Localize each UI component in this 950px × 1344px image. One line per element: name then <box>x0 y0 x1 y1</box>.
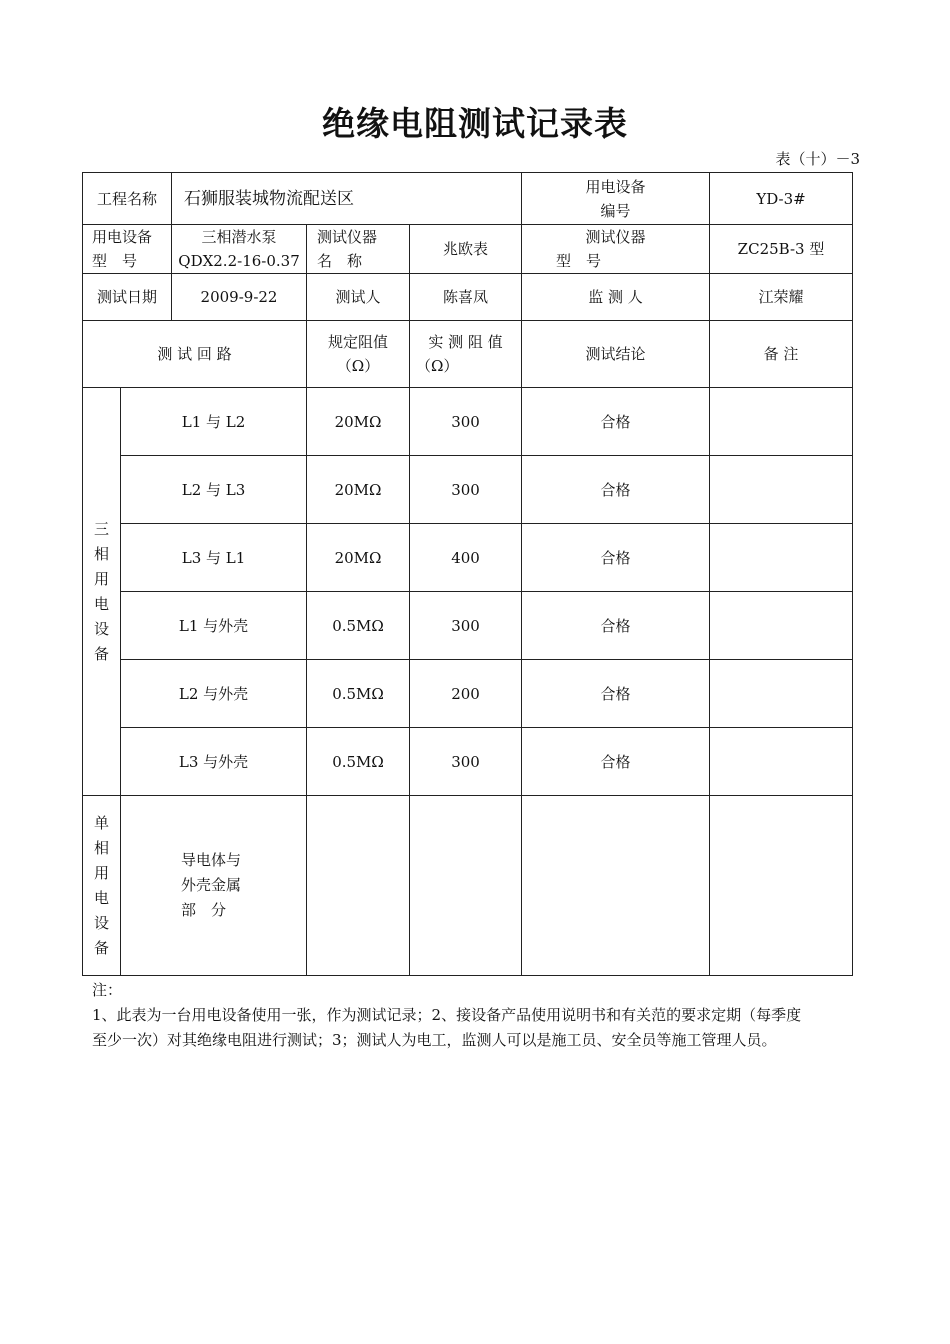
instrument-name-label: 测试仪器 名 称 <box>307 225 410 274</box>
remark-cell <box>710 592 853 660</box>
notes-line-1: 1、此表为一台用电设备使用一张，作为测试记录；2、接设备产品使用说明书和有关范的要求定期（每季度 <box>92 1006 802 1024</box>
spec-cell: 20MΩ <box>307 524 410 592</box>
remark-cell <box>710 456 853 524</box>
remark-cell <box>710 524 853 592</box>
circuit-cell: L1 与 L2 <box>121 388 307 456</box>
notes-section <box>92 978 862 1053</box>
col-measured-resistance: 实 测 阻 值 （Ω） <box>410 321 522 388</box>
conclusion-cell <box>522 796 710 976</box>
spec-cell: 0.5MΩ <box>307 660 410 728</box>
conclusion-cell: 合格 <box>522 660 710 728</box>
notes-line-2: 至少一次）对其绝缘电阻进行测试；3；测试人为电工，监测人可以是施工员、安全员等施工管理人员。 <box>92 1031 777 1049</box>
col-remark: 备 注 <box>710 321 853 388</box>
col-spec-resistance: 规定阻值 （Ω） <box>307 321 410 388</box>
instrument-model-label: 测试仪器 型 号 <box>522 225 710 274</box>
spec-cell: 0.5MΩ <box>307 592 410 660</box>
device-model-label: 用电设备 型 号 <box>83 225 172 274</box>
circuit-cell: L2 与外壳 <box>121 660 307 728</box>
table-row <box>83 660 853 728</box>
header-row-project <box>83 173 853 225</box>
spec-cell <box>307 796 410 976</box>
remark-cell <box>710 660 853 728</box>
single-phase-circuit: 导电体与 外壳金属 部 分 <box>121 796 307 976</box>
table-row <box>83 728 853 796</box>
single-phase-row <box>83 796 853 976</box>
monitor-label: 监 测 人 <box>522 274 710 321</box>
remark-cell <box>710 388 853 456</box>
col-conclusion: 测试结论 <box>522 321 710 388</box>
page-title: 绝缘电阻测试记录表 <box>322 104 628 143</box>
instrument-model-value: ZC25B-3 型 <box>710 225 853 274</box>
spec-cell: 20MΩ <box>307 456 410 524</box>
table-row <box>83 524 853 592</box>
col-circuit: 测 试 回 路 <box>83 321 307 388</box>
circuit-cell: L3 与 L1 <box>121 524 307 592</box>
conclusion-cell: 合格 <box>522 592 710 660</box>
measured-cell <box>410 796 522 976</box>
spec-cell: 0.5MΩ <box>307 728 410 796</box>
table-row <box>83 456 853 524</box>
conclusion-cell: 合格 <box>522 456 710 524</box>
monitor-value: 江荣耀 <box>710 274 853 321</box>
device-model-value: 三相潜水泵 QDX2.2-16-0.37 <box>172 225 307 274</box>
conclusion-cell: 合格 <box>522 728 710 796</box>
test-date-value: 2009-9-22 <box>172 274 307 321</box>
table-row <box>83 388 853 456</box>
measured-cell: 200 <box>410 660 522 728</box>
project-value: 石狮服装城物流配送区 <box>172 173 522 225</box>
tester-value: 陈喜凤 <box>410 274 522 321</box>
notes-heading: 注： <box>92 981 123 999</box>
header-row-date <box>83 274 853 321</box>
column-header-row <box>83 321 853 388</box>
conclusion-cell: 合格 <box>522 524 710 592</box>
circuit-cell: L1 与外壳 <box>121 592 307 660</box>
form-number: 表（十）－3 <box>775 150 860 168</box>
measured-cell: 300 <box>410 592 522 660</box>
remark-cell <box>710 728 853 796</box>
remark-cell <box>710 796 853 976</box>
instrument-name-value: 兆欧表 <box>410 225 522 274</box>
tester-label: 测试人 <box>307 274 410 321</box>
measured-cell: 400 <box>410 524 522 592</box>
insulation-record-table <box>82 172 853 976</box>
measured-cell: 300 <box>410 456 522 524</box>
table-row <box>83 592 853 660</box>
single-phase-group-label: 单 相 用 电 设 备 <box>83 796 121 976</box>
measured-cell: 300 <box>410 728 522 796</box>
three-phase-group-label: 三 相 用 电 设 备 <box>83 388 121 796</box>
spec-cell: 20MΩ <box>307 388 410 456</box>
test-date-label: 测试日期 <box>83 274 172 321</box>
circuit-cell: L2 与 L3 <box>121 456 307 524</box>
header-row-model <box>83 225 853 274</box>
conclusion-cell: 合格 <box>522 388 710 456</box>
device-no-value: YD-3# <box>710 173 853 225</box>
project-label: 工程名称 <box>83 173 172 225</box>
circuit-cell: L3 与外壳 <box>121 728 307 796</box>
measured-cell: 300 <box>410 388 522 456</box>
device-no-label: 用电设备 编号 <box>522 173 710 225</box>
